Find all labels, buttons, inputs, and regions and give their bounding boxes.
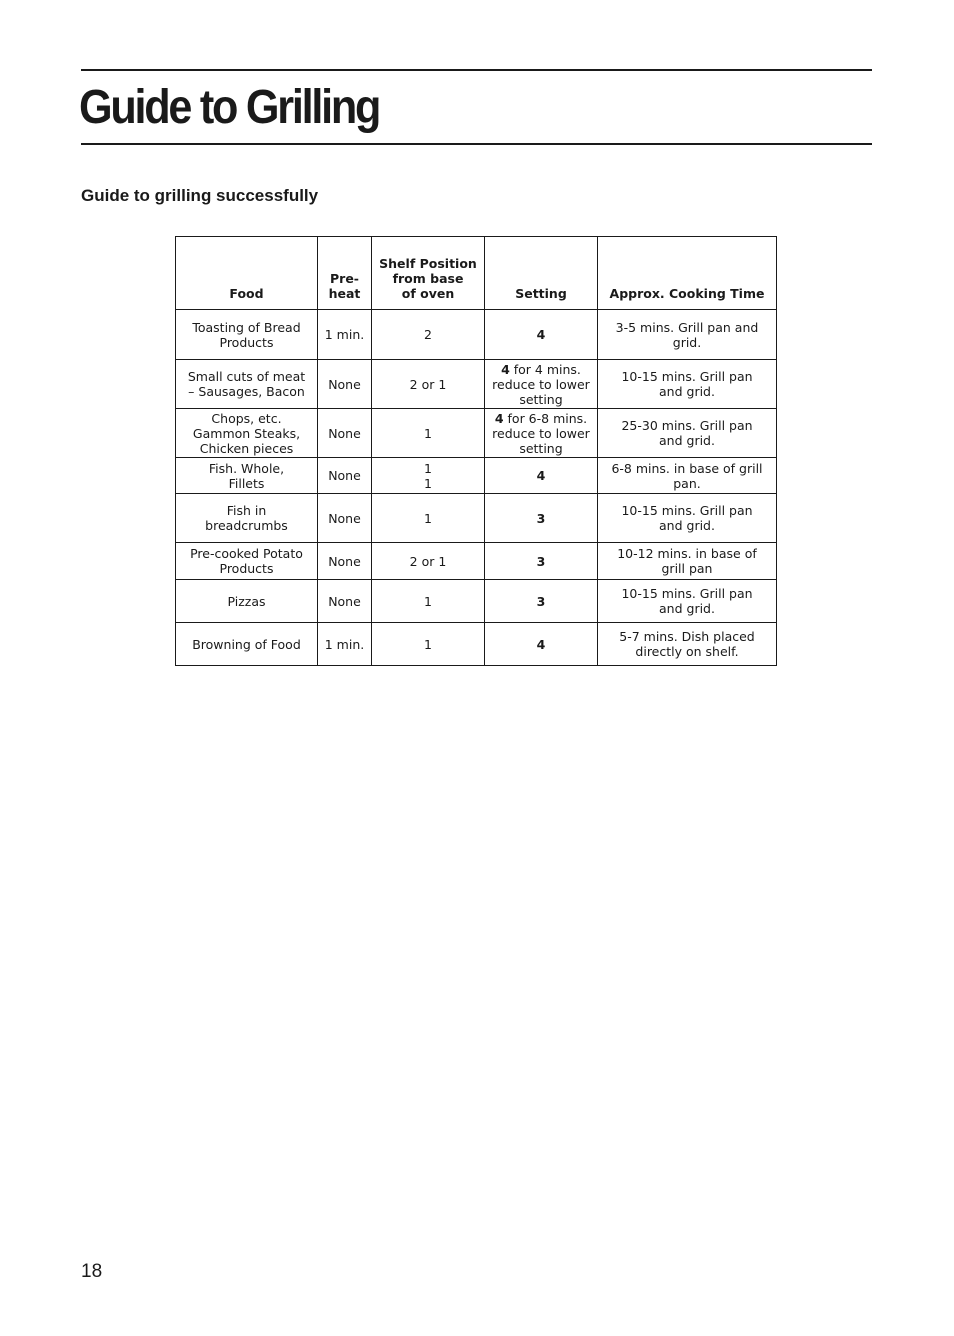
setting-level: 4 bbox=[536, 468, 546, 483]
table-header-row bbox=[176, 237, 777, 310]
cell-shelf: 2 or 1 bbox=[372, 543, 485, 580]
cell-preheat: 1 min. bbox=[318, 310, 372, 360]
section-heading: Guide to grilling successfully bbox=[81, 186, 319, 205]
cell-shelf: 2 bbox=[372, 310, 485, 360]
cell-shelf: 1 bbox=[372, 409, 485, 458]
cell-setting bbox=[485, 458, 598, 494]
title-rule-bottom bbox=[81, 143, 872, 145]
cell-shelf: 1 bbox=[372, 580, 485, 623]
setting-level: 3 bbox=[536, 593, 546, 609]
cell-preheat: None bbox=[318, 580, 372, 623]
cell-food: Browning of Food bbox=[176, 623, 318, 666]
cell-time: 10-15 mins. Grill pan and grid. bbox=[598, 360, 777, 409]
cell-food: Pizzas bbox=[176, 580, 318, 623]
setting-level: 4 bbox=[501, 361, 510, 377]
cell-shelf: 1 bbox=[372, 494, 485, 543]
setting-note: for 4 mins. reduce to lower setting bbox=[492, 361, 590, 407]
table-row bbox=[176, 310, 777, 360]
cell-food: Toasting of Bread Products bbox=[176, 310, 318, 360]
cell-shelf: 1 bbox=[372, 623, 485, 666]
cell-food: Chops, etc. Gammon Steaks, Chicken pieces bbox=[176, 409, 318, 458]
cell-time: 10-15 mins. Grill pan and grid. bbox=[598, 580, 777, 623]
cell-setting bbox=[485, 360, 598, 409]
cell-time: 25-30 mins. Grill pan and grid. bbox=[598, 409, 777, 458]
setting-level: 4 bbox=[494, 410, 504, 426]
setting-level: 3 bbox=[536, 510, 546, 526]
cell-preheat: None bbox=[318, 543, 372, 580]
page-number: 18 bbox=[81, 1261, 103, 1282]
page-title: Guide to Grilling bbox=[79, 81, 380, 134]
cell-time: 10-12 mins. in base of grill pan bbox=[598, 543, 777, 580]
cell-setting bbox=[485, 494, 598, 543]
table-row bbox=[176, 494, 777, 543]
table-row bbox=[176, 409, 777, 458]
setting-level: 4 bbox=[536, 636, 546, 652]
title-rule-top bbox=[81, 69, 872, 71]
cell-food: Pre-cooked Potato Products bbox=[176, 543, 318, 580]
table-row bbox=[176, 543, 777, 580]
setting-note: for 6-8 mins. reduce to lower setting bbox=[492, 410, 590, 456]
cell-preheat: 1 min. bbox=[318, 623, 372, 666]
table-row bbox=[176, 360, 777, 409]
setting-level: 3 bbox=[536, 553, 546, 569]
header-preheat: Pre- heat bbox=[318, 237, 372, 310]
header-shelf-position: Shelf Position from base of oven bbox=[372, 237, 485, 310]
cell-time: 3-5 mins. Grill pan and grid. bbox=[598, 310, 777, 360]
cell-time: 10-15 mins. Grill pan and grid. bbox=[598, 494, 777, 543]
table-row bbox=[176, 580, 777, 623]
header-cooking-time: Approx. Cooking Time bbox=[598, 237, 777, 310]
grilling-table bbox=[175, 236, 777, 666]
cell-shelf: 2 or 1 bbox=[372, 360, 485, 409]
cell-setting bbox=[485, 543, 598, 580]
cell-time: 5-7 mins. Dish placed directly on shelf. bbox=[598, 623, 777, 666]
cell-preheat: None bbox=[318, 360, 372, 409]
table-row bbox=[176, 623, 777, 666]
cell-time: 6-8 mins. in base of grill pan. bbox=[598, 458, 777, 494]
cell-food: Small cuts of meat – Sausages, Bacon bbox=[176, 360, 318, 409]
cell-setting bbox=[485, 409, 598, 458]
setting-level: 4 bbox=[536, 327, 546, 342]
cell-preheat: None bbox=[318, 409, 372, 458]
cell-setting bbox=[485, 310, 598, 360]
cell-preheat: None bbox=[318, 494, 372, 543]
table-row bbox=[176, 458, 777, 494]
cell-food: Fish. Whole, Fillets bbox=[176, 458, 318, 494]
header-setting: Setting bbox=[485, 237, 598, 310]
cell-shelf: 1 1 bbox=[372, 458, 485, 494]
cell-setting bbox=[485, 623, 598, 666]
cell-preheat: None bbox=[318, 458, 372, 494]
cell-setting bbox=[485, 580, 598, 623]
cell-food: Fish in breadcrumbs bbox=[176, 494, 318, 543]
header-food: Food bbox=[176, 237, 318, 310]
